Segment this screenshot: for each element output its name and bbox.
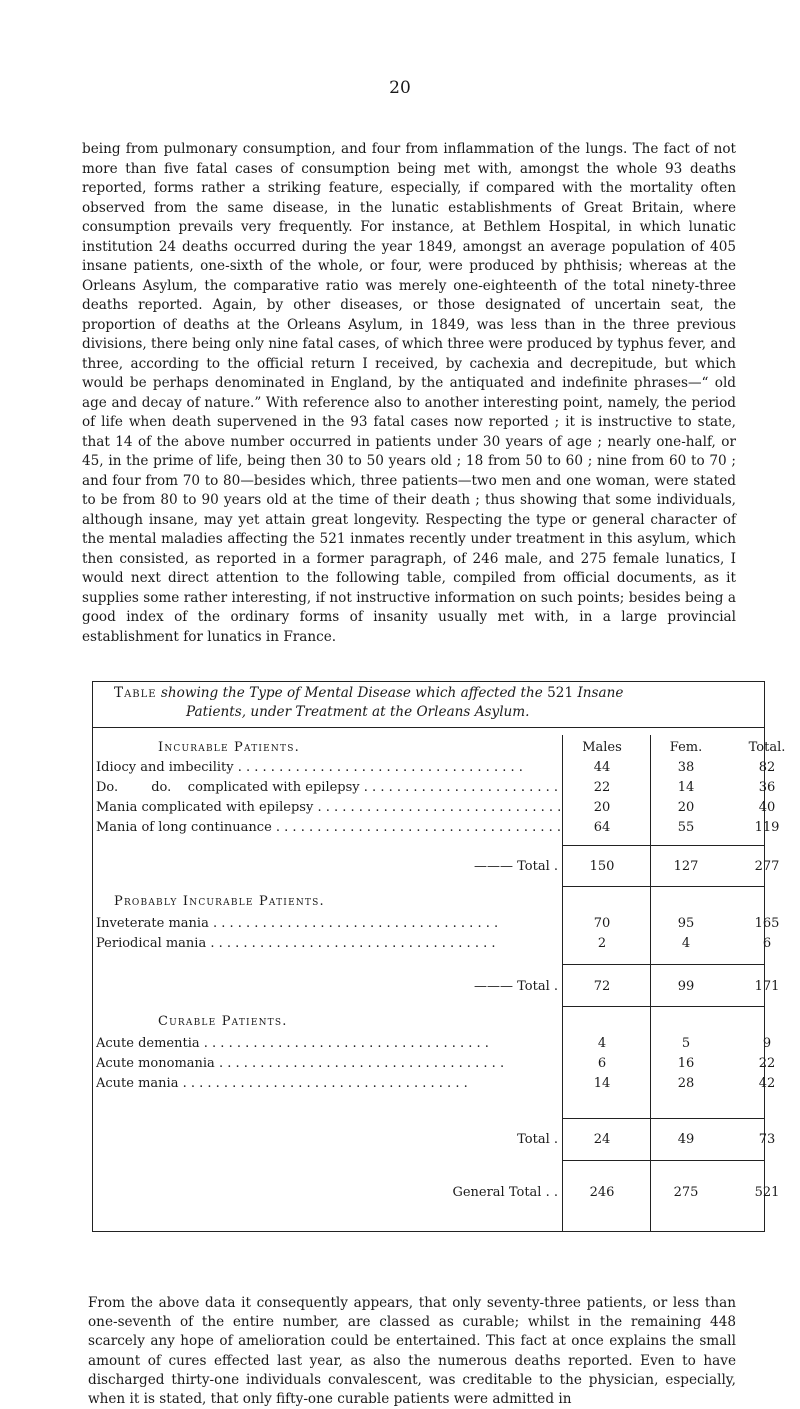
table-row: Periodical mania . . . 2 4 6 (92, 934, 772, 954)
table-general-total-row: General Total . . 246 275 521 (452, 1185, 780, 1200)
table-total-row: ——— Total . 150 127 277 (473, 859, 780, 874)
section-heading-probably-incurable: Probably Incurable Patients. (114, 894, 325, 909)
table-row: Mania complicated with epilepsy . . . 20 20 40 (92, 798, 772, 818)
col-header-fem: Fem. (669, 740, 703, 755)
section-heading-incurable: Incurable Patients. (158, 740, 300, 755)
table-row: Inveterate mania . . . 70 95 165 (92, 914, 772, 934)
section-heading-curable: Curable Patients. (158, 1014, 288, 1029)
subtotal-rule-4 (562, 1006, 764, 1007)
subtotal-rule-5 (562, 1118, 764, 1119)
subtotal-rule-1 (562, 845, 764, 846)
table-total-row: Total . 24 49 73 (517, 1132, 776, 1147)
table-total-row: ——— Total . 72 99 171 (473, 979, 780, 994)
table-row: Idiocy and imbecility . . . 44 38 82 (92, 758, 772, 778)
table-caption: Table showing the Type of Mental Disease which affected the 521 Insane Patients, under Treatment at the Orleans Asylum. (114, 685, 624, 720)
table-top-rule (92, 681, 764, 682)
subtotal-rule-3 (562, 964, 764, 965)
col-header-total: Total. (748, 740, 786, 755)
page-number: 20 (389, 78, 411, 98)
table-row: Acute dementia . . . 4 5 9 (92, 1034, 772, 1054)
table-row: Acute monomania . . . 6 16 22 (92, 1054, 772, 1074)
column-header-row (92, 738, 786, 758)
table-row: Do. do. complicated with epilepsy . . . 22 14 36 (92, 778, 772, 798)
col-header-males: Males (582, 740, 622, 755)
subtotal-rule-2 (562, 886, 764, 887)
table-bottom-rule (92, 1231, 765, 1232)
caption-bottom-rule (92, 727, 764, 728)
body-paragraph-2: From the above data it consequently appears, that only seventy-three patients, or less than one-seventh of the entire number, are classed as curable; whilst in the remaining 448 scarcely any hope of amelioration could be entertained. This fact at once explains the small amount of cures effected last year, as also the numerous deaths reported. Even to have discharged thirty-one individuals convalescent, was creditable to the physician, especially, when it is stated, that only fifty-one curable patients were admitted in (88, 1295, 736, 1408)
table-row: Mania of long continuance . . . 64 55 119 (92, 818, 772, 838)
subtotal-rule-6 (562, 1160, 764, 1161)
table-row: Acute mania . . . 14 28 42 (92, 1074, 772, 1094)
body-paragraph-1: being from pulmonary consumption, and four from inflammation of the lungs. The fact of not more than five fatal cases of consumption being met with, amongst the whole 93 deaths reported, forms rather a striking feature, especially, if compared with the mortality often observed from the same disease, in the lunatic establishments of Great Britain, where consumption prevails very frequently. For instance, at Bethlem Hospital, in which lunatic institution 24 deaths occurred during the year 1849, amongst an average population of 405 insane patients, one-sixth of the whole, or four, were produced by phthisis; whereas at the Orleans Asylum, the comparative ratio was merely one-eighteenth of the total ninety-three deaths reported. Again, by other diseases, or those designated of uncertain seat, the proportion of deaths at the Orleans Asylum, in 1849, was less than in the three previous divisions, there being only nine fatal cases, of which three were produced by typhus fever, and three, according to the official return I received, by cachexia and decrepitude, but which would be perhaps denominated in England, by the antiquated and indefinite phrases—“ old age and decay of nature.” With reference also to another interesting point, namely, the period of life when death supervened in the 93 fatal cases now reported ; it is instructive to state, that 14 of the above number occurred in patients under 30 years of age ; nearly one-half, or 45, in the prime of life, being then 30 to 50 years old ; 18 from 50 to 60 ; nine from 60 to 70 ; and four from 70 to 80—besides which, three patients—two men and one woman, were stated to be from 80 to 90 years old at the time of their death ; thus showing that some individuals, although insane, may yet attain great longevity. Respecting the type or general character of the mental maladies affecting the 521 inmates recently under treatment in this asylum, which then consisted, as reported in a former paragraph, of 246 male, and 275 female lunatics, I would next direct attention to the following table, compiled from official documents, as it supplies some rather interesting, if not instructive information on such points; besides being a good index of the ordinary forms of insanity usually met with, in a large provincial establishment for lunatics in France. (82, 141, 736, 645)
